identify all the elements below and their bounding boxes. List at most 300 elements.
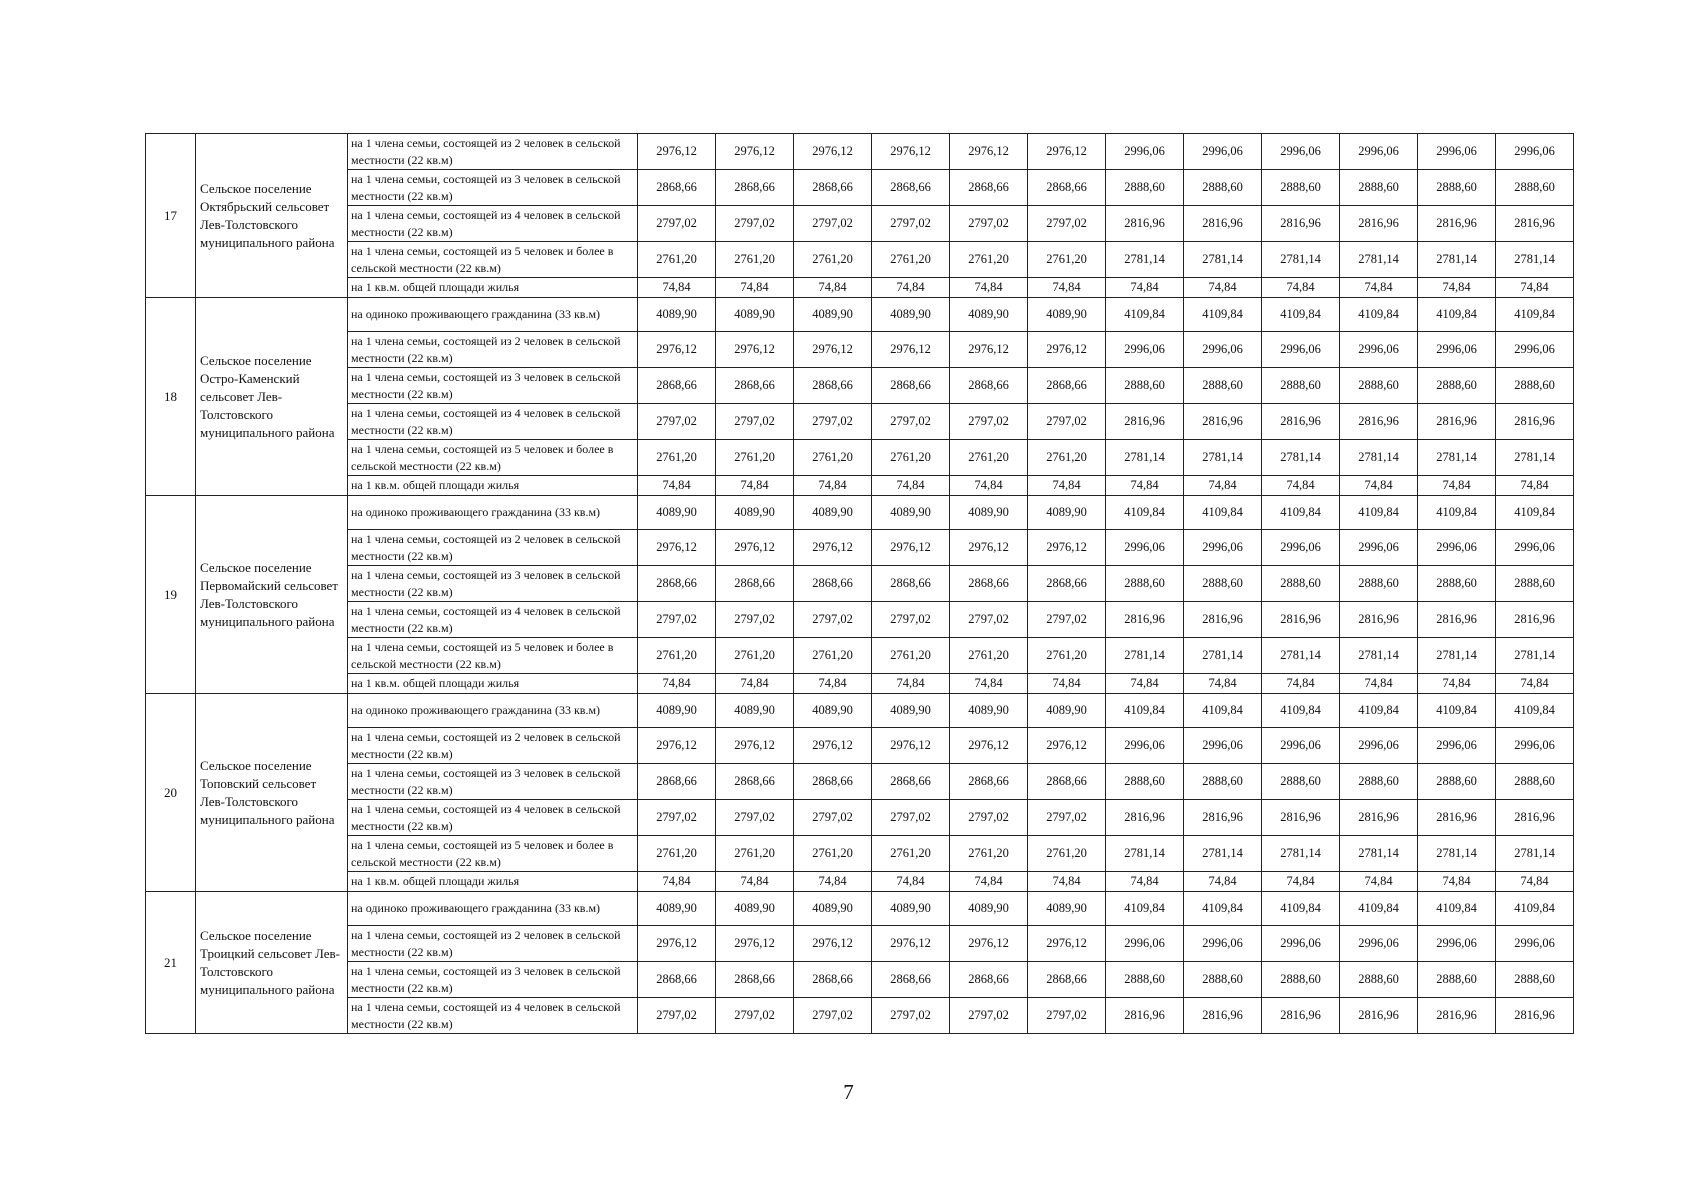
- value-cell: 74,84: [1340, 278, 1418, 298]
- value-cell: 2976,12: [638, 728, 716, 764]
- value-cell: 2976,12: [1028, 926, 1106, 962]
- value-cell: 74,84: [638, 872, 716, 892]
- value-cell: 2816,96: [1496, 800, 1574, 836]
- value-cell: 4089,90: [1028, 892, 1106, 926]
- category-label: на 1 члена семьи, состоящей из 4 человек в сельской местности (22 кв.м): [348, 998, 638, 1034]
- value-cell: 74,84: [1106, 278, 1184, 298]
- value-cell: 2816,96: [1184, 206, 1262, 242]
- value-cell: 74,84: [716, 872, 794, 892]
- value-cell: 2996,06: [1340, 926, 1418, 962]
- value-cell: 74,84: [950, 872, 1028, 892]
- value-cell: 2996,06: [1184, 926, 1262, 962]
- value-cell: 2781,14: [1184, 242, 1262, 278]
- value-cell: 74,84: [1184, 476, 1262, 496]
- value-cell: 2797,02: [716, 800, 794, 836]
- value-cell: 2888,60: [1184, 368, 1262, 404]
- value-cell: 74,84: [1184, 872, 1262, 892]
- page-number: 7: [843, 1080, 854, 1104]
- value-cell: 2976,12: [794, 530, 872, 566]
- value-cell: 2888,60: [1184, 764, 1262, 800]
- value-cell: 4109,84: [1106, 892, 1184, 926]
- value-cell: 2797,02: [794, 800, 872, 836]
- value-cell: 2761,20: [638, 440, 716, 476]
- value-cell: 2761,20: [1028, 242, 1106, 278]
- value-cell: 2781,14: [1184, 836, 1262, 872]
- value-cell: 4109,84: [1106, 496, 1184, 530]
- value-cell: 2781,14: [1262, 242, 1340, 278]
- table-row: [146, 206, 1574, 242]
- value-cell: 2761,20: [794, 242, 872, 278]
- value-cell: 2797,02: [716, 404, 794, 440]
- value-cell: 4089,90: [950, 694, 1028, 728]
- value-cell: 2816,96: [1262, 602, 1340, 638]
- value-cell: 2816,96: [1106, 602, 1184, 638]
- value-cell: 2761,20: [950, 638, 1028, 674]
- category-label: на одиноко проживающего гражданина (33 кв.м): [348, 496, 638, 530]
- settlement-name: Сельское поселение Топовский сельсовет Лев-Толстовского муниципального района: [196, 694, 348, 892]
- value-cell: 2781,14: [1106, 638, 1184, 674]
- value-cell: 2781,14: [1262, 440, 1340, 476]
- value-cell: 2888,60: [1418, 368, 1496, 404]
- value-cell: 74,84: [1418, 872, 1496, 892]
- value-cell: 2976,12: [872, 926, 950, 962]
- row-index: 18: [146, 298, 196, 496]
- value-cell: 2868,66: [638, 368, 716, 404]
- table-row: [146, 404, 1574, 440]
- value-cell: 2976,12: [950, 926, 1028, 962]
- value-cell: 4089,90: [716, 892, 794, 926]
- value-cell: 2888,60: [1106, 962, 1184, 998]
- value-cell: 2888,60: [1340, 962, 1418, 998]
- table-row: [146, 926, 1574, 962]
- category-label: на 1 члена семьи, состоящей из 5 человек и более в сельской местности (22 кв.м): [348, 242, 638, 278]
- value-cell: 74,84: [1418, 278, 1496, 298]
- value-cell: 2976,12: [1028, 134, 1106, 170]
- value-cell: 4089,90: [1028, 298, 1106, 332]
- value-cell: 2816,96: [1262, 800, 1340, 836]
- value-cell: 2888,60: [1106, 368, 1184, 404]
- value-cell: 2996,06: [1106, 332, 1184, 368]
- category-label: на 1 члена семьи, состоящей из 3 человек в сельской местности (22 кв.м): [348, 764, 638, 800]
- value-cell: 2888,60: [1496, 566, 1574, 602]
- table-row: [146, 694, 1574, 728]
- value-cell: 2888,60: [1262, 962, 1340, 998]
- value-cell: 74,84: [1340, 872, 1418, 892]
- value-cell: 4109,84: [1418, 694, 1496, 728]
- value-cell: 4109,84: [1106, 694, 1184, 728]
- value-cell: 2797,02: [794, 404, 872, 440]
- value-cell: 74,84: [1106, 476, 1184, 496]
- value-cell: 2816,96: [1496, 206, 1574, 242]
- value-cell: 2976,12: [950, 134, 1028, 170]
- value-cell: 2976,12: [950, 332, 1028, 368]
- value-cell: 74,84: [794, 674, 872, 694]
- category-label: на 1 кв.м. общей площади жилья: [348, 278, 638, 298]
- value-cell: 2816,96: [1262, 206, 1340, 242]
- value-cell: 2816,96: [1184, 404, 1262, 440]
- value-cell: 2781,14: [1184, 440, 1262, 476]
- tariff-table-body: [146, 134, 1574, 1034]
- value-cell: 2996,06: [1106, 134, 1184, 170]
- value-cell: 4109,84: [1340, 496, 1418, 530]
- value-cell: 2816,96: [1262, 998, 1340, 1034]
- value-cell: 74,84: [716, 476, 794, 496]
- value-cell: 2996,06: [1262, 926, 1340, 962]
- value-cell: 74,84: [1496, 674, 1574, 694]
- value-cell: 2868,66: [794, 764, 872, 800]
- value-cell: 2976,12: [950, 728, 1028, 764]
- table-row: [146, 134, 1574, 170]
- value-cell: 74,84: [716, 674, 794, 694]
- value-cell: 2761,20: [716, 638, 794, 674]
- value-cell: 2976,12: [872, 530, 950, 566]
- value-cell: 2761,20: [872, 638, 950, 674]
- table-row: [146, 566, 1574, 602]
- value-cell: 4109,84: [1184, 892, 1262, 926]
- value-cell: 2976,12: [794, 332, 872, 368]
- value-cell: 4109,84: [1496, 892, 1574, 926]
- value-cell: 4109,84: [1184, 694, 1262, 728]
- value-cell: 2976,12: [638, 530, 716, 566]
- value-cell: 2761,20: [638, 836, 716, 872]
- value-cell: 2816,96: [1340, 998, 1418, 1034]
- value-cell: 4089,90: [638, 496, 716, 530]
- value-cell: 2797,02: [716, 206, 794, 242]
- value-cell: 74,84: [794, 872, 872, 892]
- value-cell: 2816,96: [1106, 404, 1184, 440]
- value-cell: 2868,66: [950, 368, 1028, 404]
- value-cell: 74,84: [638, 278, 716, 298]
- value-cell: 2797,02: [716, 602, 794, 638]
- value-cell: 2797,02: [872, 602, 950, 638]
- value-cell: 2868,66: [716, 962, 794, 998]
- value-cell: 4089,90: [638, 694, 716, 728]
- value-cell: 2868,66: [716, 170, 794, 206]
- value-cell: 74,84: [1496, 872, 1574, 892]
- value-cell: 2781,14: [1106, 440, 1184, 476]
- table-row: [146, 892, 1574, 926]
- value-cell: 2976,12: [872, 728, 950, 764]
- value-cell: 2976,12: [716, 134, 794, 170]
- category-label: на 1 члена семьи, состоящей из 4 человек в сельской местности (22 кв.м): [348, 404, 638, 440]
- value-cell: 2888,60: [1262, 368, 1340, 404]
- category-label: на 1 члена семьи, состоящей из 5 человек и более в сельской местности (22 кв.м): [348, 638, 638, 674]
- value-cell: 2761,20: [872, 440, 950, 476]
- value-cell: 4109,84: [1262, 298, 1340, 332]
- value-cell: 74,84: [1340, 674, 1418, 694]
- value-cell: 2816,96: [1496, 998, 1574, 1034]
- value-cell: 2996,06: [1340, 530, 1418, 566]
- value-cell: 2888,60: [1106, 170, 1184, 206]
- value-cell: 2976,12: [872, 134, 950, 170]
- value-cell: 2976,12: [716, 530, 794, 566]
- value-cell: 4109,84: [1496, 496, 1574, 530]
- table-row: [146, 476, 1574, 496]
- value-cell: 2781,14: [1496, 836, 1574, 872]
- value-cell: 2996,06: [1418, 530, 1496, 566]
- value-cell: 2761,20: [950, 440, 1028, 476]
- value-cell: 4089,90: [872, 496, 950, 530]
- value-cell: 2761,20: [950, 242, 1028, 278]
- value-cell: 2996,06: [1418, 926, 1496, 962]
- value-cell: 2797,02: [1028, 998, 1106, 1034]
- value-cell: 74,84: [716, 278, 794, 298]
- value-cell: 2888,60: [1418, 170, 1496, 206]
- value-cell: 2868,66: [638, 170, 716, 206]
- value-cell: 2816,96: [1418, 206, 1496, 242]
- value-cell: 2888,60: [1106, 764, 1184, 800]
- value-cell: 2761,20: [950, 836, 1028, 872]
- value-cell: 2976,12: [638, 134, 716, 170]
- value-cell: 2976,12: [794, 728, 872, 764]
- value-cell: 2996,06: [1262, 134, 1340, 170]
- table-row: [146, 872, 1574, 892]
- value-cell: 2816,96: [1106, 206, 1184, 242]
- value-cell: 2761,20: [716, 242, 794, 278]
- value-cell: 2797,02: [872, 404, 950, 440]
- value-cell: 4109,84: [1418, 892, 1496, 926]
- value-cell: 2781,14: [1496, 242, 1574, 278]
- value-cell: 2996,06: [1496, 728, 1574, 764]
- value-cell: 2976,12: [716, 728, 794, 764]
- value-cell: 2976,12: [794, 926, 872, 962]
- value-cell: 2888,60: [1184, 962, 1262, 998]
- value-cell: 2797,02: [1028, 404, 1106, 440]
- value-cell: 74,84: [1028, 872, 1106, 892]
- value-cell: 2781,14: [1418, 242, 1496, 278]
- value-cell: 74,84: [1106, 674, 1184, 694]
- value-cell: 2816,96: [1418, 602, 1496, 638]
- value-cell: 2976,12: [716, 926, 794, 962]
- value-cell: 2797,02: [950, 404, 1028, 440]
- value-cell: 2816,96: [1106, 800, 1184, 836]
- value-cell: 4089,90: [716, 298, 794, 332]
- value-cell: 2797,02: [950, 800, 1028, 836]
- category-label: на 1 кв.м. общей площади жилья: [348, 476, 638, 496]
- value-cell: 2816,96: [1184, 602, 1262, 638]
- value-cell: 2797,02: [638, 602, 716, 638]
- value-cell: 2761,20: [638, 638, 716, 674]
- value-cell: 2868,66: [950, 566, 1028, 602]
- category-label: на 1 члена семьи, состоящей из 3 человек в сельской местности (22 кв.м): [348, 368, 638, 404]
- value-cell: 2816,96: [1418, 998, 1496, 1034]
- value-cell: 4109,84: [1496, 298, 1574, 332]
- table-row: [146, 368, 1574, 404]
- value-cell: 2761,20: [716, 836, 794, 872]
- value-cell: 2868,66: [794, 566, 872, 602]
- settlement-name: Сельское поселение Октябрьский сельсовет Лев-Толстовского муниципального района: [196, 134, 348, 298]
- category-label: на 1 члена семьи, состоящей из 3 человек в сельской местности (22 кв.м): [348, 566, 638, 602]
- table-row: [146, 764, 1574, 800]
- value-cell: 2868,66: [794, 368, 872, 404]
- value-cell: 2976,12: [1028, 530, 1106, 566]
- value-cell: 2868,66: [716, 764, 794, 800]
- value-cell: 2996,06: [1184, 530, 1262, 566]
- value-cell: 2868,66: [950, 962, 1028, 998]
- value-cell: 74,84: [1028, 278, 1106, 298]
- category-label: на 1 кв.м. общей площади жилья: [348, 872, 638, 892]
- value-cell: 2816,96: [1418, 800, 1496, 836]
- tariff-table: [145, 133, 1574, 1034]
- value-cell: 2888,60: [1262, 566, 1340, 602]
- value-cell: 4089,90: [872, 694, 950, 728]
- value-cell: 2888,60: [1184, 566, 1262, 602]
- row-index: 19: [146, 496, 196, 694]
- value-cell: 2797,02: [638, 998, 716, 1034]
- table-row: [146, 998, 1574, 1034]
- value-cell: 2868,66: [872, 368, 950, 404]
- value-cell: 2868,66: [1028, 170, 1106, 206]
- table-row: [146, 728, 1574, 764]
- value-cell: 74,84: [872, 674, 950, 694]
- category-label: на 1 члена семьи, состоящей из 5 человек и более в сельской местности (22 кв.м): [348, 836, 638, 872]
- table-row: [146, 602, 1574, 638]
- category-label: на 1 члена семьи, состоящей из 5 человек и более в сельской местности (22 кв.м): [348, 440, 638, 476]
- value-cell: 2976,12: [716, 332, 794, 368]
- value-cell: 4089,90: [950, 298, 1028, 332]
- value-cell: 2868,66: [638, 764, 716, 800]
- value-cell: 2996,06: [1496, 926, 1574, 962]
- value-cell: 2761,20: [1028, 836, 1106, 872]
- value-cell: 2797,02: [950, 602, 1028, 638]
- value-cell: 4109,84: [1262, 892, 1340, 926]
- value-cell: 74,84: [638, 476, 716, 496]
- value-cell: 2868,66: [950, 764, 1028, 800]
- category-label: на 1 члена семьи, состоящей из 3 человек в сельской местности (22 кв.м): [348, 962, 638, 998]
- category-label: на одиноко проживающего гражданина (33 кв.м): [348, 298, 638, 332]
- value-cell: 4089,90: [872, 298, 950, 332]
- value-cell: 2761,20: [794, 638, 872, 674]
- value-cell: 74,84: [1262, 872, 1340, 892]
- category-label: на 1 члена семьи, состоящей из 4 человек в сельской местности (22 кв.м): [348, 206, 638, 242]
- settlement-name: Сельское поселение Троицкий сельсовет Лев-Толстовского муниципального района: [196, 892, 348, 1034]
- value-cell: 2976,12: [1028, 332, 1106, 368]
- value-cell: 2781,14: [1340, 242, 1418, 278]
- category-label: на 1 члена семьи, состоящей из 2 человек в сельской местности (22 кв.м): [348, 926, 638, 962]
- table-row: [146, 638, 1574, 674]
- value-cell: 4109,84: [1184, 496, 1262, 530]
- value-cell: 4109,84: [1340, 892, 1418, 926]
- value-cell: 4109,84: [1262, 496, 1340, 530]
- value-cell: 2868,66: [716, 368, 794, 404]
- value-cell: 2888,60: [1262, 764, 1340, 800]
- value-cell: 2816,96: [1496, 404, 1574, 440]
- value-cell: 2976,12: [872, 332, 950, 368]
- settlement-name: Сельское поселение Остро-Каменский сельсовет Лев-Толстовского муниципального района: [196, 298, 348, 496]
- value-cell: 2976,12: [950, 530, 1028, 566]
- value-cell: 2996,06: [1106, 926, 1184, 962]
- value-cell: 2816,96: [1340, 404, 1418, 440]
- table-row: [146, 800, 1574, 836]
- value-cell: 2996,06: [1496, 134, 1574, 170]
- value-cell: 2888,60: [1340, 368, 1418, 404]
- value-cell: 2888,60: [1106, 566, 1184, 602]
- value-cell: 74,84: [1418, 476, 1496, 496]
- table-row: [146, 674, 1574, 694]
- value-cell: 2781,14: [1418, 638, 1496, 674]
- value-cell: 4089,90: [638, 892, 716, 926]
- value-cell: 2816,96: [1184, 800, 1262, 836]
- value-cell: 2888,60: [1496, 962, 1574, 998]
- value-cell: 2996,06: [1418, 134, 1496, 170]
- value-cell: 2996,06: [1496, 530, 1574, 566]
- value-cell: 74,84: [1262, 476, 1340, 496]
- value-cell: 2996,06: [1262, 728, 1340, 764]
- value-cell: 2868,66: [872, 566, 950, 602]
- table-row: [146, 332, 1574, 368]
- value-cell: 74,84: [1340, 476, 1418, 496]
- category-label: на 1 члена семьи, состоящей из 2 человек в сельской местности (22 кв.м): [348, 332, 638, 368]
- table-row: [146, 298, 1574, 332]
- value-cell: 2797,02: [638, 800, 716, 836]
- value-cell: 2996,06: [1184, 134, 1262, 170]
- value-cell: 2797,02: [1028, 800, 1106, 836]
- value-cell: 2868,66: [638, 962, 716, 998]
- value-cell: 4109,84: [1340, 694, 1418, 728]
- value-cell: 2996,06: [1340, 134, 1418, 170]
- row-index: 17: [146, 134, 196, 298]
- value-cell: 2996,06: [1184, 332, 1262, 368]
- value-cell: 2761,20: [638, 242, 716, 278]
- value-cell: 2797,02: [1028, 206, 1106, 242]
- value-cell: 74,84: [794, 476, 872, 496]
- value-cell: 2868,66: [1028, 566, 1106, 602]
- value-cell: 2888,60: [1340, 566, 1418, 602]
- value-cell: 4089,90: [716, 694, 794, 728]
- value-cell: 2996,06: [1262, 332, 1340, 368]
- settlement-name: Сельское поселение Первомайский сельсовет Лев-Толстовского муниципального района: [196, 496, 348, 694]
- value-cell: 2996,06: [1184, 728, 1262, 764]
- value-cell: 2996,06: [1340, 332, 1418, 368]
- category-label: на 1 члена семьи, состоящей из 2 человек в сельской местности (22 кв.м): [348, 728, 638, 764]
- value-cell: 2996,06: [1106, 728, 1184, 764]
- value-cell: 2888,60: [1496, 170, 1574, 206]
- value-cell: 2888,60: [1418, 566, 1496, 602]
- value-cell: 2761,20: [794, 440, 872, 476]
- table-row: [146, 530, 1574, 566]
- value-cell: 2781,14: [1340, 440, 1418, 476]
- category-label: на 1 члена семьи, состоящей из 2 человек в сельской местности (22 кв.м): [348, 530, 638, 566]
- value-cell: 4089,90: [638, 298, 716, 332]
- value-cell: 2781,14: [1418, 440, 1496, 476]
- value-cell: 74,84: [950, 476, 1028, 496]
- category-label: на 1 члена семьи, состоящей из 4 человек в сельской местности (22 кв.м): [348, 602, 638, 638]
- value-cell: 2761,20: [872, 836, 950, 872]
- category-label: на 1 члена семьи, состоящей из 4 человек в сельской местности (22 кв.м): [348, 800, 638, 836]
- value-cell: 2868,66: [1028, 368, 1106, 404]
- value-cell: 2868,66: [872, 764, 950, 800]
- value-cell: 2816,96: [1106, 998, 1184, 1034]
- value-cell: 4109,84: [1496, 694, 1574, 728]
- value-cell: 4089,90: [794, 298, 872, 332]
- value-cell: 2816,96: [1340, 206, 1418, 242]
- value-cell: 2868,66: [794, 962, 872, 998]
- value-cell: 2797,02: [872, 998, 950, 1034]
- value-cell: 4089,90: [1028, 694, 1106, 728]
- value-cell: 4089,90: [950, 892, 1028, 926]
- value-cell: 2781,14: [1262, 836, 1340, 872]
- value-cell: 2761,20: [1028, 638, 1106, 674]
- row-index: 21: [146, 892, 196, 1034]
- value-cell: 2996,06: [1262, 530, 1340, 566]
- value-cell: 2781,14: [1106, 836, 1184, 872]
- value-cell: 74,84: [794, 278, 872, 298]
- value-cell: 2816,96: [1184, 998, 1262, 1034]
- value-cell: 2868,66: [1028, 962, 1106, 998]
- value-cell: 74,84: [1418, 674, 1496, 694]
- value-cell: 4109,84: [1418, 496, 1496, 530]
- table-row: [146, 496, 1574, 530]
